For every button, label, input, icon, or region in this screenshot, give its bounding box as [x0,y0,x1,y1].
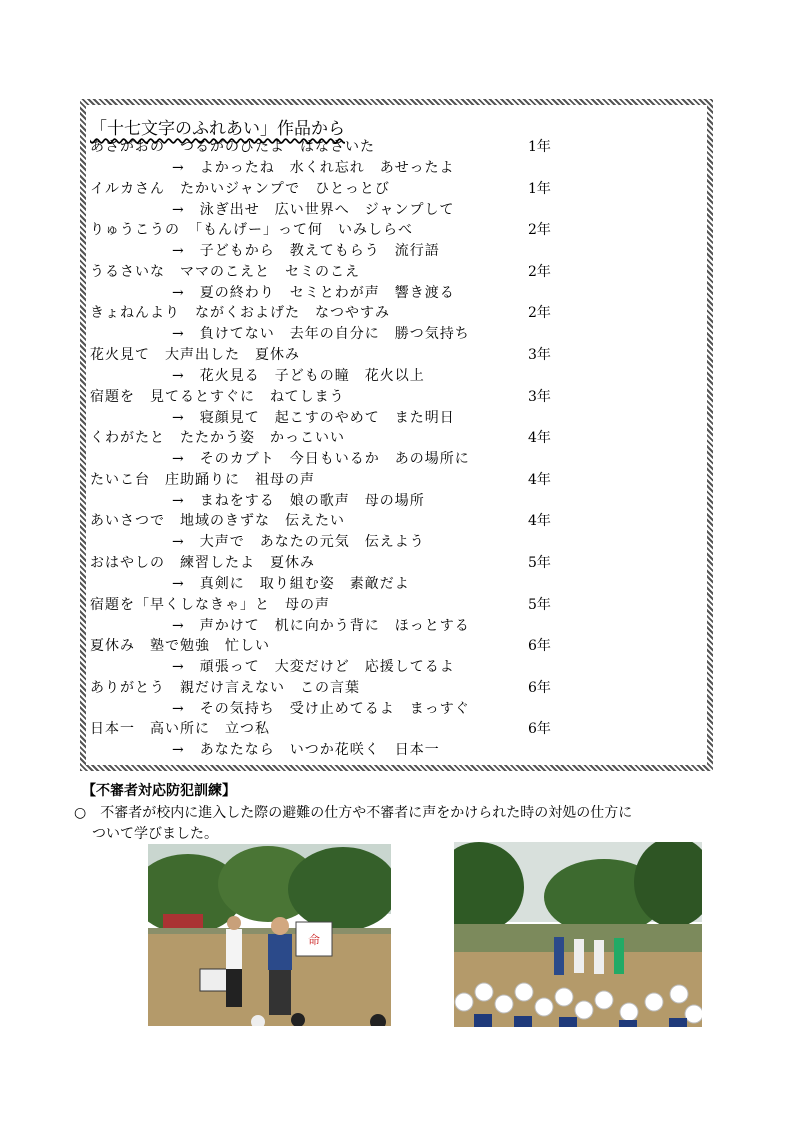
haiku-line: りゅうこうの 「もんげー」って何 いみしらべ [90,222,413,239]
haiku-line: 宿題を「早くしなきゃ」と 母の声 [90,596,330,613]
grade-label: 6年 [528,638,551,655]
haiku-line: たいこ台 庄助踊りに 祖母の声 [90,471,315,488]
reply-line: → まねをする 娘の歌声 母の場所 [172,492,425,509]
haiku-line: 宿題を 見てるとすぐに ねてしまう [90,388,345,405]
haiku-line: 花火見て 大声出した 夏休み [90,347,300,363]
drill-text-line1: 不審者が校内に進入した際の避難の仕方や不審者に声をかけられた時の対処の仕方に [86,805,633,821]
reply-line: → 声かけて 机に向かう背に ほっとする [172,617,470,634]
drill-text-line2: ついて学びました。 [92,826,218,842]
reply-line: → そのカブト 今日もいるか あの場所に [172,451,470,468]
grade-label: 4年 [528,471,551,488]
reply-line: → 花火見る 子どもの瞳 花火以上 [172,368,425,384]
sign-text: 命 [307,933,321,947]
grade-label: 2年 [528,222,551,239]
reply-line: → 大声で あなたの元気 伝えよう [172,534,425,551]
grade-label: 4年 [528,513,551,530]
drill-photo-instructor [148,844,391,1026]
grade-label: 5年 [528,555,551,571]
haiku-line: ありがとう 親だけ言えない この言葉 [90,679,360,696]
reply-line: → 泳ぎ出せ 広い世界へ ジャンプして [172,201,455,218]
haiku-section-title: 「十七文字のふれあい」作品から [90,119,345,139]
drill-description [74,803,734,845]
grade-label: 1年 [528,180,551,197]
bullet-marker: ○ [74,805,87,821]
grade-label: 2年 [528,263,551,280]
haiku-line: あさがおの つるがのびたよ はなさいた [90,139,375,155]
reply-line: → 子どもから 教えてもらう 流行語 [172,243,440,260]
grade-label: 5年 [528,596,551,613]
reply-line: → 夏の終わり セミとわが声 響き渡る [172,284,455,301]
haiku-line: 夏休み 塾で勉強 忙しい [90,638,270,655]
drill-section-title: 【不審者対応防犯訓練】 [82,783,236,799]
grade-label: 3年 [528,347,551,363]
haiku-line: おはやしの 練習したよ 夏休み [90,555,315,571]
haiku-line: 日本一 高い所に 立つ私 [90,721,270,738]
grade-label: 4年 [528,430,551,447]
haiku-line: くわがたと たたかう姿 かっこいい [90,430,345,447]
reply-line: → よかったね 水くれ忘れ あせったよ [172,160,455,176]
haiku-line: あいさつで 地域のきずな 伝えたい [90,513,345,530]
drill-photo-students [454,842,702,1027]
reply-line: → 真剣に 取り組む姿 素敵だよ [172,576,410,592]
grade-label: 6年 [528,679,551,696]
haiku-line: イルカさん たかいジャンプで ひとっとび [90,180,390,197]
grade-label: 1年 [528,139,551,155]
reply-line: → 負けてない 去年の自分に 勝つ気持ち [172,326,470,343]
reply-line: → その気持ち 受け止めてるよ まっすぐ [172,700,470,717]
reply-line: → 寝顔見て 起こすのやめて また明日 [172,409,455,426]
grade-label: 3年 [528,388,551,405]
reply-line: → あなたなら いつか花咲く 日本一 [172,742,440,759]
haiku-line: きょねんより ながくおよげた なつやすみ [90,305,390,322]
reply-line: → 頑張って 大変だけど 応援してるよ [172,659,455,676]
grade-label: 6年 [528,721,551,738]
grade-label: 2年 [528,305,551,322]
haiku-line: うるさいな ママのこえと セミのこえ [90,263,360,280]
